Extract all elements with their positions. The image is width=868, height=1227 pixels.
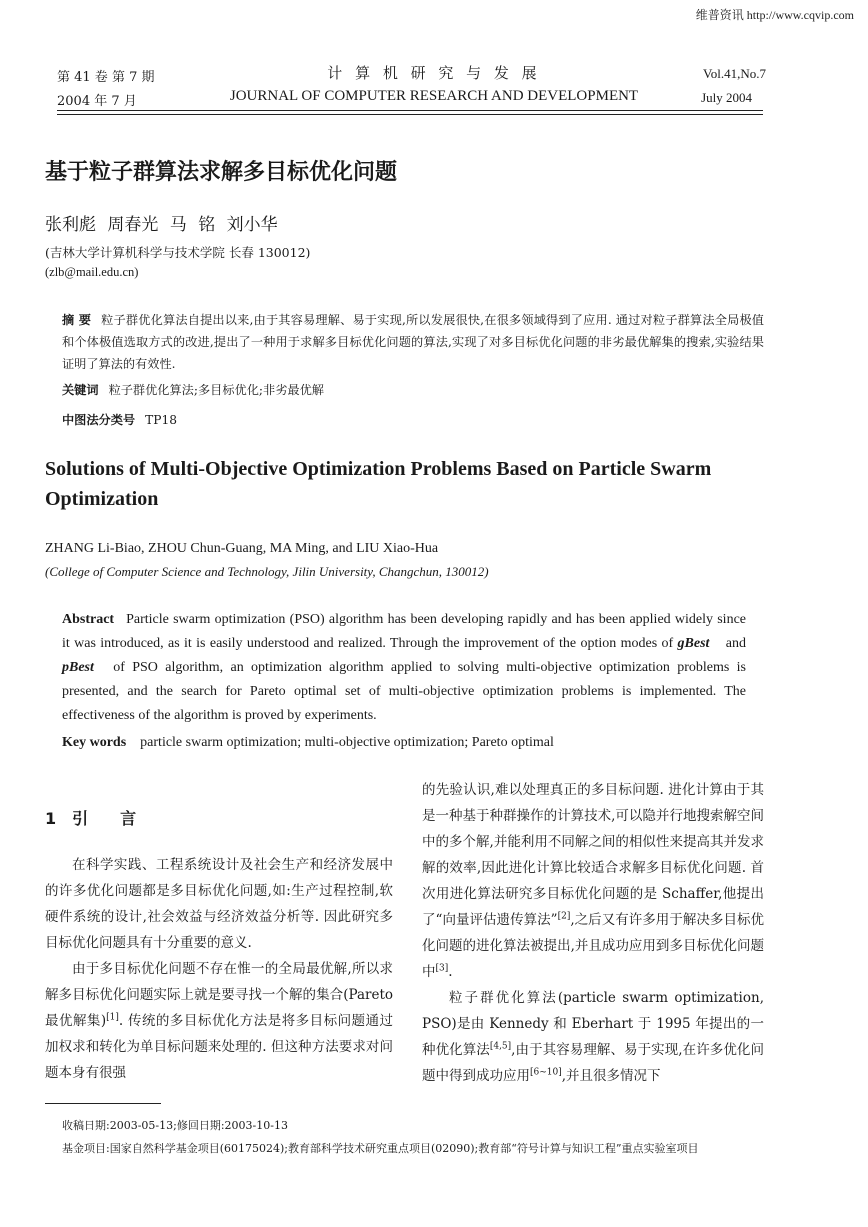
watermark: 维普资讯 http://www.cqvip.com xyxy=(695,8,854,22)
citation: [2] xyxy=(557,911,571,922)
abstract-label-en: Abstract xyxy=(62,612,115,627)
paragraph: 在科学实践、工程系统设计及社会生产和经济发展中的许多优化问题都是多目标优化问题,如:生产过程控制,软硬件系统的设计,社会效益与经济效益分析等. 因此研究多目标优化问题具有十分重要的意义. xyxy=(45,857,393,951)
paragraph-text: 粒子群优化算法(particle swarm optimization, PSO)是由 Kennedy 和 Eberhart 于 1995 年提出的一种优化算法 xyxy=(422,990,764,1058)
classification-code: TP18 xyxy=(145,413,177,427)
paragraph xyxy=(45,956,393,1086)
header-rule-thin xyxy=(57,114,763,115)
paragraph-text: 由于多目标优化问题不存在惟一的全局最优解,所以求解多目标优化问题实际上就是要寻找一个解的集合(Pareto最优解集) xyxy=(45,961,393,1029)
keywords-text-en: particle swarm optimization; multi-objective optimization; Pareto optimal xyxy=(140,735,554,750)
paragraph-text: 的先验认识,难以处理真正的多目标问题. 进化计算由于其是一种基于种群操作的计算技术,可以隐并行地搜索解空间中的多个解,并能利用不同解之间的相似性来提高其并发求解的效率,因此进化计算比较适合求解多目标优化问题. 首次用进化算法研究多目标优化问题的是 Schaffer,他提出了“向量评估遗传算法” xyxy=(422,782,764,928)
body-left-column xyxy=(45,852,393,1086)
citation: [1] xyxy=(106,1012,119,1023)
abstract-label-cn: 摘 要 xyxy=(62,313,92,327)
paragraph-text: ,由于其容易理解、易于实现,在许多优化问题中得到成功应用 xyxy=(422,1042,764,1084)
header-rule xyxy=(57,110,763,111)
paper-title-en: Solutions of Multi-Objective Optimization Problems Based on Particle Swarm Optimization xyxy=(45,458,712,510)
paragraph-text: ,并且很多情况下 xyxy=(561,1068,661,1084)
classification xyxy=(62,411,177,428)
pbest-term: pBest xyxy=(62,660,94,675)
affiliation-cn: (吉林大学计算机科学与技术学院 长春 130012) xyxy=(45,245,311,260)
footnote-rule xyxy=(45,1103,161,1104)
volume-label: Vol.41,No.7 xyxy=(703,66,766,81)
authors-cn: 张利彪 周春光 马 铭 刘小华 xyxy=(45,215,278,235)
authors-en: ZHANG Li-Biao, ZHOU Chun-Guang, MA Ming, and LIU Xiao-Hua xyxy=(45,541,439,556)
classification-label: 中图法分类号 xyxy=(62,413,136,427)
journal-name-en: JOURNAL OF COMPUTER RESEARCH AND DEVELOPMENT xyxy=(229,88,639,104)
paragraph xyxy=(422,777,764,985)
section-number: 1 xyxy=(45,809,57,828)
paragraph-text: . xyxy=(448,964,453,980)
keywords-text-cn: 粒子群优化算法;多目标优化;非劣最优解 xyxy=(108,383,324,397)
citation: [3] xyxy=(435,963,449,974)
paper-title-cn: 基于粒子群算法求解多目标优化问题 xyxy=(45,160,398,185)
keywords-label-cn: 关键词 xyxy=(62,383,99,397)
footnote-funding: 基金项目:国家自然科学基金项目(60175024);教育部科学技术研究重点项目(02090);教育部“符号计算与知识工程”重点实验室项目 xyxy=(62,1142,699,1155)
abstract-text-en-1: Particle swarm optimization (PSO) algorithm has been developing rapidly and has been applied widely since it was introduced, as it is easily understood and realized. Through the improvement of the option modes of xyxy=(62,612,746,651)
footnote-received: 收稿日期:2003-05-13;修回日期:2003-10-13 xyxy=(62,1119,288,1132)
citation: [6~10] xyxy=(530,1067,562,1078)
abstract-and: and xyxy=(721,636,746,651)
section-title-2: 言 xyxy=(120,809,137,828)
paragraph-text: ,之后又有许多用于解决多目标优化问题的进化算法被提出,并且成功应用到多目标优化问题中 xyxy=(422,912,764,980)
abstract-cn xyxy=(62,309,764,375)
keywords-label-en: Key words xyxy=(62,735,127,750)
author-email: (zlb@mail.edu.cn) xyxy=(45,265,139,279)
issue-date: 2004 年 7 月 xyxy=(57,94,137,109)
section-title-1: 引 xyxy=(72,809,89,828)
body-right-column xyxy=(422,777,764,1089)
abstract-text-cn: 粒子群优化算法自提出以来,由于其容易理解、易于实现,所以发展很快,在很多领域得到了应用. 通过对粒子群算法全局极值和个体极值选取方式的改进,提出了一种用于求解多目标优化问题的算法,实现了对多目标优化问题的非劣最优解集的搜索,实验结果证明了算法的有效性. xyxy=(62,313,764,371)
paragraph xyxy=(422,985,764,1089)
affiliation-en: (College of Computer Science and Technology, Jilin University, Changchun, 130012) xyxy=(45,564,489,579)
issue-label: 第 41 卷 第 7 期 xyxy=(57,70,155,85)
abstract-text-en-2: of PSO algorithm, an optimization algorithm applied to solving multi-objective optimization problems is presented, and the search for Pareto optimal set of multi-objective optimization problems is implemented. The effectiveness of the algorithm is proved by experiments. xyxy=(62,660,746,723)
journal-name-cn: 计 算 机 研 究 与 发 展 xyxy=(327,64,541,82)
keywords-en xyxy=(62,735,554,751)
issue-date-en: July 2004 xyxy=(701,90,752,105)
paragraph-text: . 传统的多目标优化方法是将多目标问题通过加权求和转化为单目标问题来处理的. 但这种方法要求对问题本身有很强 xyxy=(45,1013,393,1081)
section-heading xyxy=(45,806,136,829)
gbest-term: gBest xyxy=(677,636,710,651)
keywords-cn xyxy=(62,381,324,398)
abstract-en xyxy=(62,608,746,728)
citation: [4,5] xyxy=(489,1041,512,1052)
